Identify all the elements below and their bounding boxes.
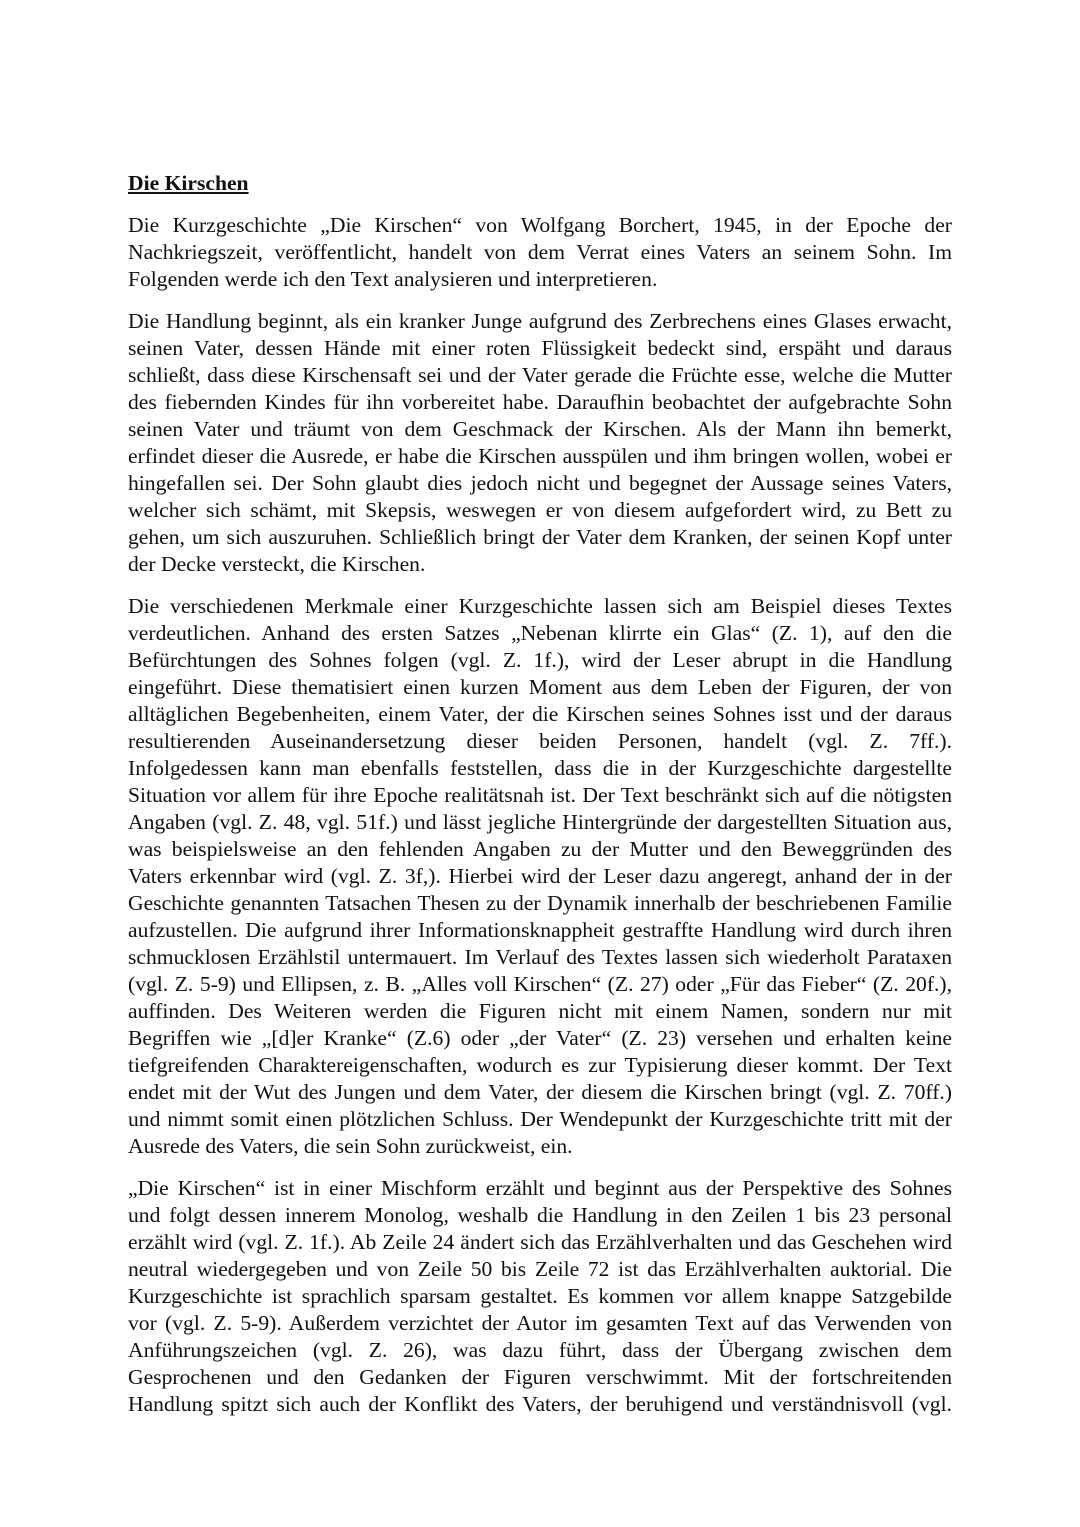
text-line: und nimmt somit einen plötzlichen Schluss. Der Wendepunkt der Kurzgeschichte tritt mit der [128,1107,952,1131]
paragraph-introduction [128,212,952,293]
text-line: alltäglichen Begebenheiten, einem Vater, der die Kirschen seines Sohnes isst und der daraus [128,702,952,726]
text-line: was beispielsweise an den fehlenden Angaben zu der Mutter und den Beweggründen des [128,837,952,861]
text-line: Begriffen wie „[d]er Kranke“ (Z.6) oder „der Vater“ (Z. 23) versehen und erhalten keine [128,1026,952,1050]
text-line: Die Handlung beginnt, als ein kranker Junge aufgrund des Zerbrechens eines Glases erwacht, [128,309,952,333]
document-title: Die Kirschen [128,171,249,195]
text-line: Situation vor allem für ihre Epoche realitätsnah ist. Der Text beschränkt sich auf die nötigsten [128,783,952,807]
text-line: aufzustellen. Die aufgrund ihrer Informationsknappheit gestraffte Handlung wird durch ihren [128,918,952,942]
text-line: neutral wiedergegeben und von Zeile 50 bis Zeile 72 ist das Erzählverhalten auktorial. Die [128,1257,952,1281]
text-line: Nachkriegszeit, veröffentlicht, handelt von dem Verrat eines Vaters an seinem Sohn. Im [128,240,952,264]
text-line: verdeutlichen. Anhand des ersten Satzes „Nebenan klirrte ein Glas“ (Z. 1), auf den die [128,621,952,645]
text-line: gehen, um sich auszuruhen. Schließlich bringt der Vater dem Kranken, der seinen Kopf unter [128,525,952,549]
text-line: Die verschiedenen Merkmale einer Kurzgeschichte lassen sich am Beispiel dieses Textes [128,594,952,618]
text-line: Anführungszeichen (vgl. Z. 26), was dazu führt, dass der Übergang zwischen dem [128,1338,952,1362]
text-line: erzählt wird (vgl. Z. 1f.). Ab Zeile 24 ändert sich das Erzählverhalten und das Geschehen wird [128,1230,952,1254]
text-line: Befürchtungen des Sohnes folgen (vgl. Z. 1f.), wird der Leser abrupt in die Handlung [128,648,952,672]
title-row [128,170,952,197]
text-line: Handlung spitzt sich auch der Konflikt des Vaters, der beruhigend und verständnisvoll (vgl. [128,1392,952,1416]
text-line: und folgt dessen innerem Monolog, weshalb die Handlung in den Zeilen 1 bis 23 personal [128,1203,952,1227]
text-line: auffinden. Des Weiteren werden die Figuren nicht mit einem Namen, sondern nur mit [128,999,952,1023]
text-line: Geschichte genannten Tatsachen Thesen zu der Dynamik innerhalb der beschriebenen Familie [128,891,952,915]
text-line: seinen Vater und träumt von dem Geschmack der Kirschen. Als der Mann ihn bemerkt, [128,417,952,441]
text-line: seinen Vater, dessen Hände mit einer roten Flüssigkeit bedeckt sind, erspäht und daraus [128,336,952,360]
text-line: erfindet dieser die Ausrede, er habe die Kirschen ausspülen und ihm bringen wollen, wobei er [128,444,952,468]
text-line: Gesprochenen und den Gedanken der Figuren verschwimmt. Mit der fortschreitenden [128,1365,952,1389]
text-line: endet mit der Wut des Jungen und dem Vater, der diesem die Kirschen bringt (vgl. Z. 70ff.) [128,1080,952,1104]
text-line: Angaben (vgl. Z. 48, vgl. 51f.) und lässt jegliche Hintergründe der dargestellten Situation aus, [128,810,952,834]
text-line: Kurzgeschichte ist sprachlich sparsam gestaltet. Es kommen vor allem knappe Satzgebilde [128,1284,952,1308]
paragraph-genre-features [128,593,952,1160]
text-line: schmucklosen Erzählstil untermauert. Im Verlauf des Textes lassen sich wiederholt Parataxen [128,945,952,969]
text-line: Infolgedessen kann man ebenfalls feststellen, dass die in der Kurzgeschichte dargestellte [128,756,952,780]
text-line: schließt, dass diese Kirschensaft sei und der Vater gerade die Früchte esse, welche die Mutter [128,363,952,387]
text-line: vor (vgl. Z. 5-9). Außerdem verzichtet der Autor im gesamten Text auf das Verwenden von [128,1311,952,1335]
text-line: Ausrede des Vaters, die sein Sohn zurückweist, ein. [128,1134,573,1158]
text-line: des fiebernden Kindes für ihn vorbereitet habe. Daraufhin beobachtet der aufgebrachte Sohn [128,390,952,414]
text-line: Folgenden werde ich den Text analysieren und interpretieren. [128,267,658,291]
text-line: „Die Kirschen“ ist in einer Mischform erzählt und beginnt aus der Perspektive des Sohnes [128,1176,952,1200]
paragraph-plot-summary [128,308,952,578]
text-line: der Decke versteckt, die Kirschen. [128,552,426,576]
text-line: tiefgreifenden Charaktereigenschaften, wodurch es zur Typisierung dieser kommt. Der Text [128,1053,952,1077]
document-body [128,170,952,1433]
text-line: hingefallen sei. Der Sohn glaubt dies jedoch nicht und begegnet der Aussage seines Vaters, [128,471,952,495]
paragraph-narrative-perspective [128,1175,952,1418]
text-line: resultierenden Auseinandersetzung dieser beiden Personen, handelt (vgl. Z. 7ff.). [128,729,952,753]
text-line: (vgl. Z. 5-9) und Ellipsen, z. B. „Alles voll Kirschen“ (Z. 27) oder „Für das Fieber“ (Z. 20f.), [128,972,952,996]
text-line: Die Kurzgeschichte „Die Kirschen“ von Wolfgang Borchert, 1945, in der Epoche der [128,213,952,237]
text-line: welcher sich schämt, mit Skepsis, weswegen er von diesem aufgefordert wird, zu Bett zu [128,498,952,522]
text-line: Vaters erkennbar wird (vgl. Z. 3f,). Hierbei wird der Leser dazu angeregt, anhand der in der [128,864,952,888]
text-line: eingeführt. Diese thematisiert einen kurzen Moment aus dem Leben der Figuren, der von [128,675,952,699]
